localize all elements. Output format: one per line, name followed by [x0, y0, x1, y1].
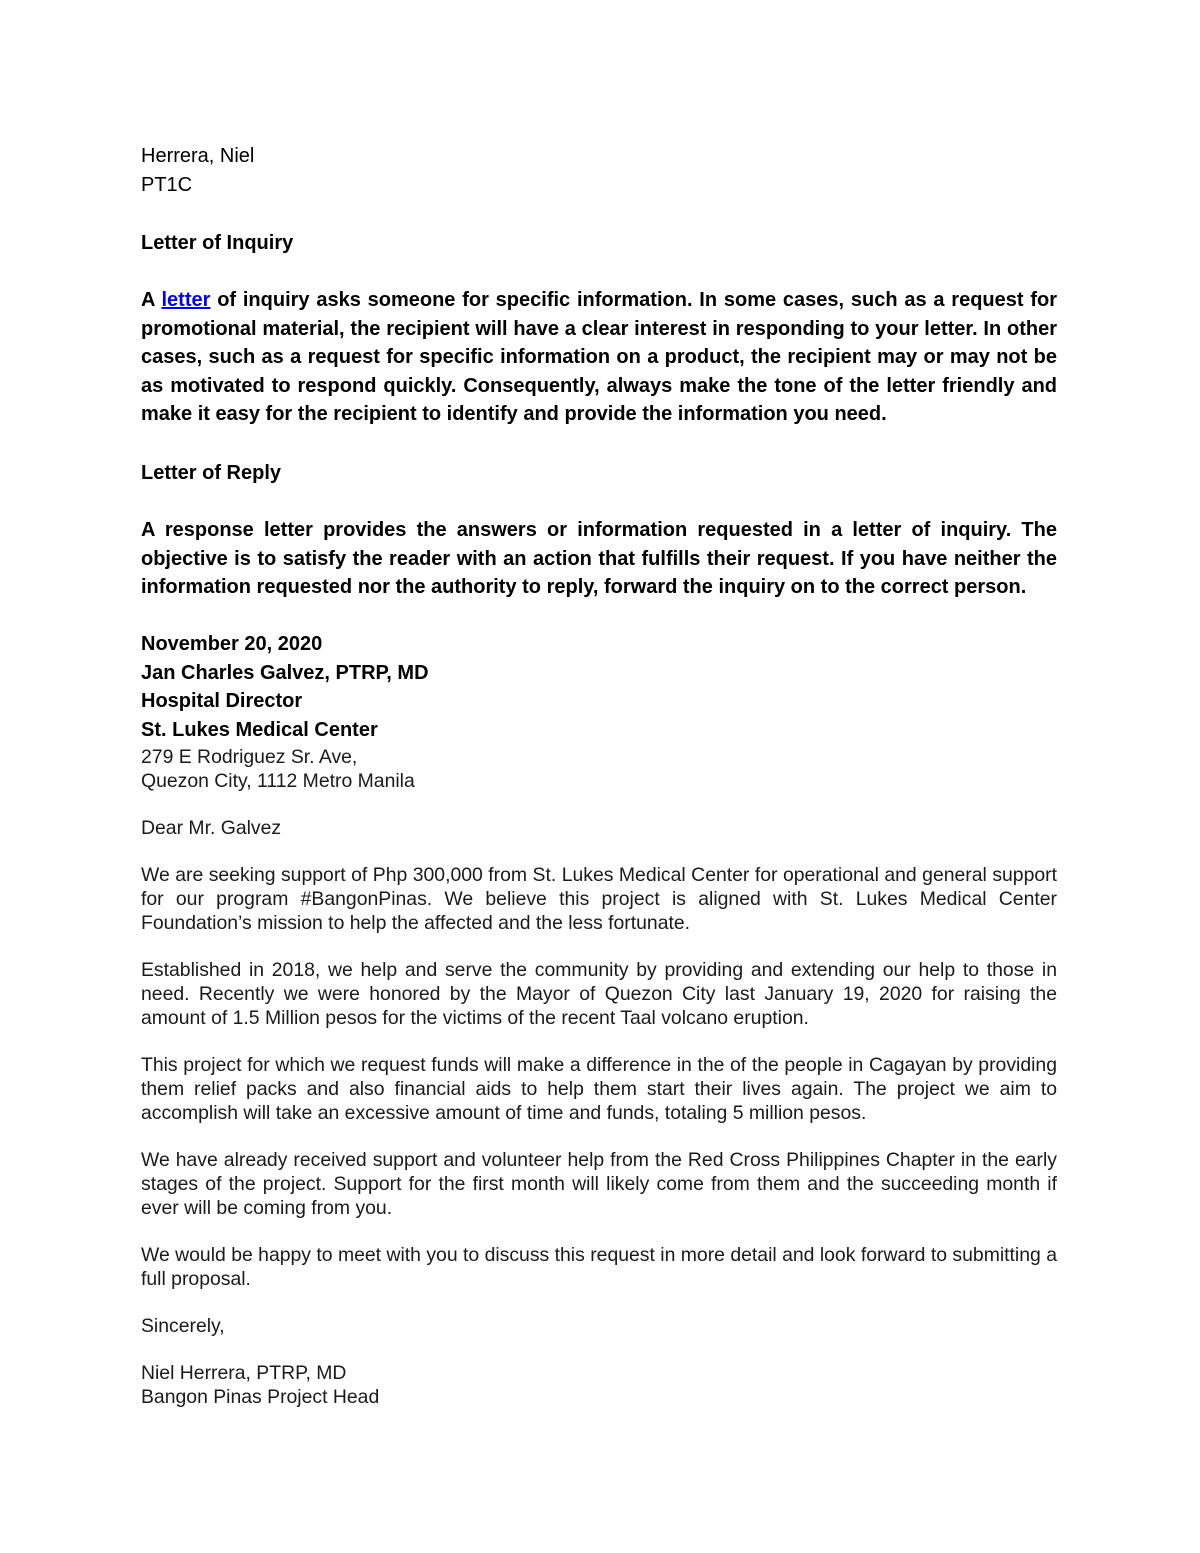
letter-link[interactable]: letter: [161, 289, 211, 311]
reply-heading: Letter of Reply: [141, 462, 282, 484]
body-paragraph-5: We would be happy to meet with you to discuss this request in more detail and look forward to submitting a full proposal.: [141, 1244, 1057, 1290]
recipient-address: [141, 745, 1057, 793]
signature-block: [141, 1361, 1057, 1409]
signer-title: Bangon Pinas Project Head: [141, 1386, 380, 1408]
body-paragraph-4: We have already received support and volunteer help from the Red Cross Philippines Chapter in the early stages of the project. Support for the first month will likely come from them and the succeeding month if ever will be coming from you.: [141, 1149, 1057, 1219]
body-paragraph-3: This project for which we request funds will make a difference in the of the people in Cagayan by providing them relief packs and also financial aids to help them start their lives again. The project we aim to accomplish will take an excessive amount of time and funds, totaling 5 million pesos.: [141, 1054, 1057, 1124]
student-name: Herrera, Niel: [141, 145, 255, 167]
inquiry-heading: Letter of Inquiry: [141, 232, 294, 254]
recipient-organization: St. Lukes Medical Center: [141, 718, 378, 741]
closing: Sincerely,: [141, 1315, 225, 1337]
body-paragraph-1: We are seeking support of Php 300,000 from St. Lukes Medical Center for operational and general support for our program #BangonPinas. We believe this project is aligned with St. Lukes Medical Center Foundation’s mission to help the affected and the less fortunate.: [141, 864, 1057, 934]
recipient-title: Hospital Director: [141, 690, 303, 713]
address-line-1: 279 E Rodriguez Sr. Ave,: [141, 746, 358, 768]
student-section: PT1C: [141, 173, 193, 196]
salutation: Dear Mr. Galvez: [141, 817, 282, 839]
letter-date: November 20, 2020: [141, 633, 323, 655]
signer-name: Niel Herrera, PTRP, MD: [141, 1362, 347, 1384]
reply-paragraph: A response letter provides the answers or information requested in a letter of inquiry. The objective is to satisfy the reader with an action that fulfills their request. If you have neither the information requested nor the authority to reply, forward the inquiry on to the correct person.: [141, 519, 1057, 599]
body-paragraph-2: Established in 2018, we help and serve the community by providing and extending our help to those in need. Recently we were honored by the Mayor of Quezon City last January 19, 2020 for raising the amount of 1.5 Million pesos for the victims of the recent Taal volcano eruption.: [141, 959, 1057, 1029]
inquiry-paragraph: [141, 286, 1057, 429]
inquiry-text-rest: of inquiry asks someone for specific information. In some cases, such as a request for promotional material, the recipient will have a clear interest in responding to your letter. In other cases, such as a request for specific information on a product, the recipient may or may not be as motivated to respond quickly. Consequently, always make the tone of the letter friendly and make it easy for the recipient to identify and provide the information you need.: [141, 289, 1057, 426]
address-line-2: Quezon City, 1112 Metro Manila: [141, 770, 415, 792]
letter-recipient-block: [141, 630, 1057, 744]
recipient-name: Jan Charles Galvez, PTRP, MD: [141, 661, 429, 684]
inquiry-text-start: A: [141, 289, 162, 311]
student-header: [141, 142, 1057, 199]
